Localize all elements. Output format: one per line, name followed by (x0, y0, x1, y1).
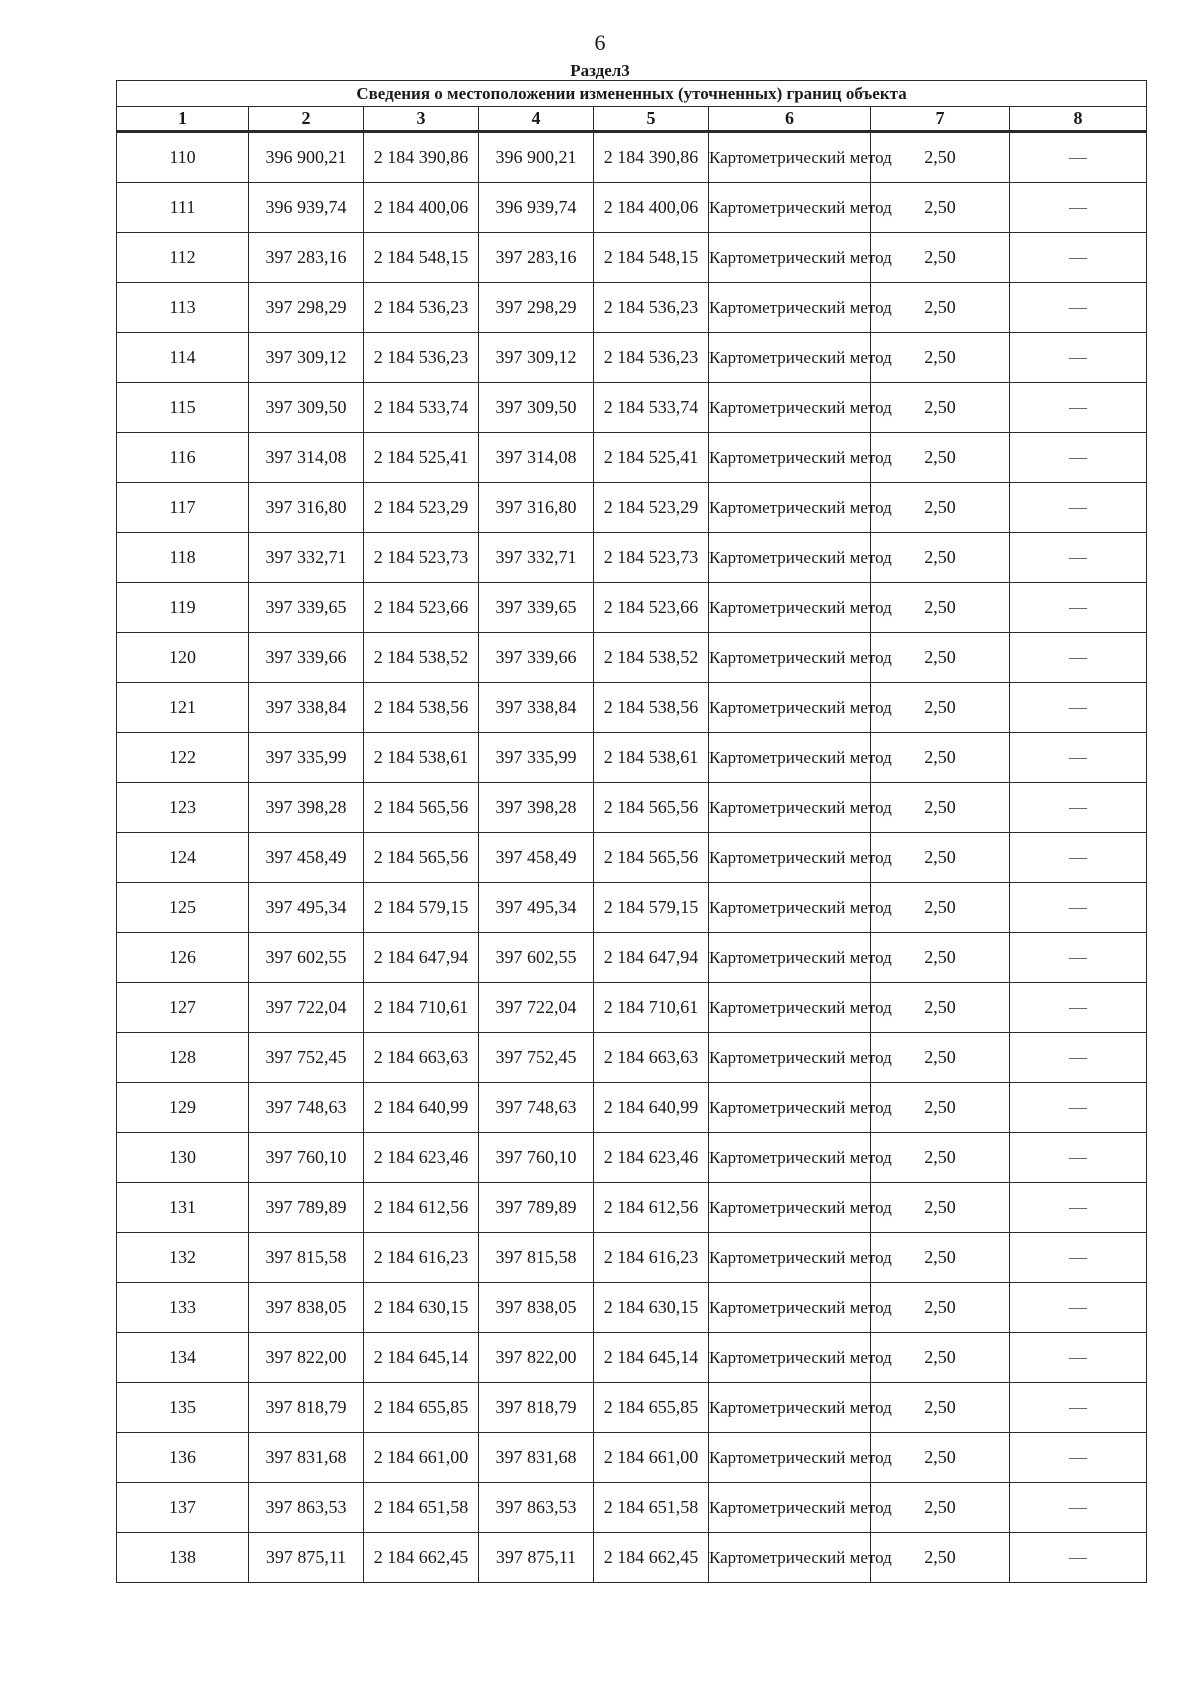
note-cell: — (1010, 1183, 1147, 1233)
note-cell: — (1010, 1383, 1147, 1433)
note-cell: — (1010, 1283, 1147, 1333)
y-coordinate-cell: 2 184 579,15 (594, 883, 709, 933)
x-coordinate-cell: 397 298,29 (249, 283, 364, 333)
y-coordinate-cell: 2 184 661,00 (594, 1433, 709, 1483)
x-coordinate-cell: 397 316,80 (249, 483, 364, 533)
y-coordinate-cell: 2 184 390,86 (364, 132, 479, 183)
note-cell: — (1010, 683, 1147, 733)
column-header: 5 (594, 107, 709, 132)
y-coordinate-cell: 2 184 645,14 (594, 1333, 709, 1383)
y-coordinate-cell: 2 184 523,66 (364, 583, 479, 633)
table-row (117, 433, 1147, 483)
point-number-cell: 116 (117, 433, 249, 483)
note-cell: — (1010, 833, 1147, 883)
x-coordinate-cell: 397 722,04 (479, 983, 594, 1033)
method-cell: Картометрический метод (709, 1083, 871, 1133)
y-coordinate-cell: 2 184 655,85 (364, 1383, 479, 1433)
method-cell: Картометрический метод (709, 233, 871, 283)
table-row (117, 383, 1147, 433)
method-cell: Картометрический метод (709, 1483, 871, 1533)
y-coordinate-cell: 2 184 616,23 (364, 1233, 479, 1283)
method-cell: Картометрический метод (709, 883, 871, 933)
x-coordinate-cell: 397 831,68 (479, 1433, 594, 1483)
note-cell: — (1010, 1133, 1147, 1183)
x-coordinate-cell: 397 760,10 (249, 1133, 364, 1183)
point-number-cell: 112 (117, 233, 249, 283)
y-coordinate-cell: 2 184 565,56 (594, 833, 709, 883)
x-coordinate-cell: 397 815,58 (479, 1233, 594, 1283)
table-row (117, 1383, 1147, 1433)
table-row (117, 233, 1147, 283)
y-coordinate-cell: 2 184 536,23 (364, 333, 479, 383)
method-cell: Картометрический метод (709, 733, 871, 783)
x-coordinate-cell: 397 748,63 (249, 1083, 364, 1133)
y-coordinate-cell: 2 184 523,73 (594, 533, 709, 583)
y-coordinate-cell: 2 184 565,56 (364, 833, 479, 883)
x-coordinate-cell: 397 316,80 (479, 483, 594, 533)
x-coordinate-cell: 397 339,65 (249, 583, 364, 633)
table-row (117, 1233, 1147, 1283)
y-coordinate-cell: 2 184 523,73 (364, 533, 479, 583)
boundary-table (116, 80, 1147, 1583)
accuracy-cell: 2,50 (871, 333, 1010, 383)
method-cell: Картометрический метод (709, 683, 871, 733)
y-coordinate-cell: 2 184 663,63 (364, 1033, 479, 1083)
section-label: Раздел3 (570, 61, 630, 80)
y-coordinate-cell: 2 184 651,58 (364, 1483, 479, 1533)
accuracy-cell: 2,50 (871, 1433, 1010, 1483)
method-cell: Картометрический метод (709, 132, 871, 183)
accuracy-cell: 2,50 (871, 233, 1010, 283)
accuracy-cell: 2,50 (871, 1083, 1010, 1133)
table-row (117, 1333, 1147, 1383)
accuracy-cell: 2,50 (871, 132, 1010, 183)
table-row (117, 783, 1147, 833)
accuracy-cell: 2,50 (871, 783, 1010, 833)
table-row (117, 183, 1147, 233)
note-cell: — (1010, 483, 1147, 533)
point-number-cell: 121 (117, 683, 249, 733)
point-number-cell: 130 (117, 1133, 249, 1183)
point-number-cell: 129 (117, 1083, 249, 1133)
x-coordinate-cell: 397 752,45 (479, 1033, 594, 1083)
y-coordinate-cell: 2 184 663,63 (594, 1033, 709, 1083)
x-coordinate-cell: 397 283,16 (479, 233, 594, 283)
method-cell: Картометрический метод (709, 1383, 871, 1433)
x-coordinate-cell: 397 831,68 (249, 1433, 364, 1483)
note-cell: — (1010, 183, 1147, 233)
accuracy-cell: 2,50 (871, 983, 1010, 1033)
accuracy-cell: 2,50 (871, 883, 1010, 933)
table-row (117, 883, 1147, 933)
note-cell: — (1010, 1433, 1147, 1483)
point-number-cell: 137 (117, 1483, 249, 1533)
y-coordinate-cell: 2 184 525,41 (594, 433, 709, 483)
accuracy-cell: 2,50 (871, 1133, 1010, 1183)
x-coordinate-cell: 397 332,71 (479, 533, 594, 583)
y-coordinate-cell: 2 184 565,56 (594, 783, 709, 833)
y-coordinate-cell: 2 184 523,29 (364, 483, 479, 533)
x-coordinate-cell: 397 822,00 (479, 1333, 594, 1383)
y-coordinate-cell: 2 184 548,15 (594, 233, 709, 283)
note-cell: — (1010, 383, 1147, 433)
note-cell: — (1010, 983, 1147, 1033)
y-coordinate-cell: 2 184 612,56 (594, 1183, 709, 1233)
x-coordinate-cell: 397 309,50 (479, 383, 594, 433)
method-cell: Картометрический метод (709, 1433, 871, 1483)
note-cell: — (1010, 1083, 1147, 1133)
accuracy-cell: 2,50 (871, 183, 1010, 233)
x-coordinate-cell: 396 900,21 (479, 132, 594, 183)
table-row (117, 633, 1147, 683)
x-coordinate-cell: 397 458,49 (479, 833, 594, 883)
point-number-cell: 111 (117, 183, 249, 233)
x-coordinate-cell: 397 760,10 (479, 1133, 594, 1183)
x-coordinate-cell: 397 789,89 (479, 1183, 594, 1233)
x-coordinate-cell: 397 875,11 (479, 1533, 594, 1583)
point-number-cell: 115 (117, 383, 249, 433)
x-coordinate-cell: 397 309,12 (479, 333, 594, 383)
accuracy-cell: 2,50 (871, 1233, 1010, 1283)
point-number-cell: 125 (117, 883, 249, 933)
table-row (117, 483, 1147, 533)
x-coordinate-cell: 397 818,79 (479, 1383, 594, 1433)
method-cell: Картометрический метод (709, 333, 871, 383)
y-coordinate-cell: 2 184 651,58 (594, 1483, 709, 1533)
point-number-cell: 127 (117, 983, 249, 1033)
accuracy-cell: 2,50 (871, 1533, 1010, 1583)
point-number-cell: 126 (117, 933, 249, 983)
point-number-cell: 113 (117, 283, 249, 333)
table-row (117, 683, 1147, 733)
x-coordinate-cell: 396 900,21 (249, 132, 364, 183)
y-coordinate-cell: 2 184 710,61 (364, 983, 479, 1033)
table-row (117, 583, 1147, 633)
y-coordinate-cell: 2 184 645,14 (364, 1333, 479, 1383)
x-coordinate-cell: 397 398,28 (479, 783, 594, 833)
table-title: Сведения о местоположении измененных (уточненных) границ объекта (117, 81, 1147, 107)
note-cell: — (1010, 283, 1147, 333)
y-coordinate-cell: 2 184 630,15 (364, 1283, 479, 1333)
y-coordinate-cell: 2 184 647,94 (594, 933, 709, 983)
y-coordinate-cell: 2 184 525,41 (364, 433, 479, 483)
x-coordinate-cell: 397 863,53 (479, 1483, 594, 1533)
method-cell: Картометрический метод (709, 183, 871, 233)
y-coordinate-cell: 2 184 536,23 (364, 283, 479, 333)
point-number-cell: 117 (117, 483, 249, 533)
note-cell: — (1010, 933, 1147, 983)
accuracy-cell: 2,50 (871, 1383, 1010, 1433)
y-coordinate-cell: 2 184 400,06 (594, 183, 709, 233)
table-row (117, 283, 1147, 333)
y-coordinate-cell: 2 184 538,61 (594, 733, 709, 783)
column-header: 4 (479, 107, 594, 132)
accuracy-cell: 2,50 (871, 383, 1010, 433)
note-cell: — (1010, 533, 1147, 583)
table-row (117, 1183, 1147, 1233)
point-number-cell: 119 (117, 583, 249, 633)
point-number-cell: 122 (117, 733, 249, 783)
accuracy-cell: 2,50 (871, 1033, 1010, 1083)
x-coordinate-cell: 397 748,63 (479, 1083, 594, 1133)
method-cell: Картометрический метод (709, 283, 871, 333)
method-cell: Картометрический метод (709, 1183, 871, 1233)
x-coordinate-cell: 397 818,79 (249, 1383, 364, 1433)
y-coordinate-cell: 2 184 612,56 (364, 1183, 479, 1233)
note-cell: — (1010, 333, 1147, 383)
y-coordinate-cell: 2 184 662,45 (364, 1533, 479, 1583)
accuracy-cell: 2,50 (871, 283, 1010, 333)
x-coordinate-cell: 397 822,00 (249, 1333, 364, 1383)
y-coordinate-cell: 2 184 533,74 (594, 383, 709, 433)
table-row (117, 983, 1147, 1033)
note-cell: — (1010, 433, 1147, 483)
table-row (117, 1033, 1147, 1083)
y-coordinate-cell: 2 184 565,56 (364, 783, 479, 833)
y-coordinate-cell: 2 184 548,15 (364, 233, 479, 283)
y-coordinate-cell: 2 184 640,99 (594, 1083, 709, 1133)
point-number-cell: 136 (117, 1433, 249, 1483)
method-cell: Картометрический метод (709, 633, 871, 683)
point-number-cell: 138 (117, 1533, 249, 1583)
method-cell: Картометрический метод (709, 583, 871, 633)
point-number-cell: 124 (117, 833, 249, 883)
table-row (117, 1433, 1147, 1483)
y-coordinate-cell: 2 184 662,45 (594, 1533, 709, 1583)
x-coordinate-cell: 397 789,89 (249, 1183, 364, 1233)
table-row (117, 733, 1147, 783)
y-coordinate-cell: 2 184 640,99 (364, 1083, 479, 1133)
y-coordinate-cell: 2 184 538,56 (594, 683, 709, 733)
note-cell: — (1010, 132, 1147, 183)
accuracy-cell: 2,50 (871, 683, 1010, 733)
note-cell: — (1010, 1233, 1147, 1283)
y-coordinate-cell: 2 184 655,85 (594, 1383, 709, 1433)
y-coordinate-cell: 2 184 623,46 (594, 1133, 709, 1183)
x-coordinate-cell: 397 838,05 (479, 1283, 594, 1333)
column-header: 8 (1010, 107, 1147, 132)
x-coordinate-cell: 397 338,84 (479, 683, 594, 733)
y-coordinate-cell: 2 184 536,23 (594, 283, 709, 333)
table-row (117, 1283, 1147, 1333)
y-coordinate-cell: 2 184 533,74 (364, 383, 479, 433)
y-coordinate-cell: 2 184 538,52 (364, 633, 479, 683)
note-cell: — (1010, 1483, 1147, 1533)
x-coordinate-cell: 397 314,08 (479, 433, 594, 483)
table-row (117, 1083, 1147, 1133)
x-coordinate-cell: 397 398,28 (249, 783, 364, 833)
point-number-cell: 118 (117, 533, 249, 583)
x-coordinate-cell: 397 309,12 (249, 333, 364, 383)
column-header: 1 (117, 107, 249, 132)
table-body (117, 132, 1147, 1583)
accuracy-cell: 2,50 (871, 633, 1010, 683)
x-coordinate-cell: 397 722,04 (249, 983, 364, 1033)
x-coordinate-cell: 397 752,45 (249, 1033, 364, 1083)
note-cell: — (1010, 633, 1147, 683)
x-coordinate-cell: 397 863,53 (249, 1483, 364, 1533)
x-coordinate-cell: 397 838,05 (249, 1283, 364, 1333)
y-coordinate-cell: 2 184 623,46 (364, 1133, 479, 1183)
x-coordinate-cell: 397 495,34 (479, 883, 594, 933)
method-cell: Картометрический метод (709, 983, 871, 1033)
method-cell: Картометрический метод (709, 1533, 871, 1583)
column-header: 6 (709, 107, 871, 132)
point-number-cell: 134 (117, 1333, 249, 1383)
note-cell: — (1010, 1333, 1147, 1383)
x-coordinate-cell: 397 309,50 (249, 383, 364, 433)
y-coordinate-cell: 2 184 523,66 (594, 583, 709, 633)
note-cell: — (1010, 1033, 1147, 1083)
x-coordinate-cell: 397 314,08 (249, 433, 364, 483)
y-coordinate-cell: 2 184 400,06 (364, 183, 479, 233)
point-number-cell: 123 (117, 783, 249, 833)
accuracy-cell: 2,50 (871, 1283, 1010, 1333)
note-cell: — (1010, 883, 1147, 933)
column-header: 2 (249, 107, 364, 132)
method-cell: Картометрический метод (709, 1033, 871, 1083)
note-cell: — (1010, 1533, 1147, 1583)
note-cell: — (1010, 233, 1147, 283)
method-cell: Картометрический метод (709, 1233, 871, 1283)
y-coordinate-cell: 2 184 616,23 (594, 1233, 709, 1283)
accuracy-cell: 2,50 (871, 533, 1010, 583)
x-coordinate-cell: 397 458,49 (249, 833, 364, 883)
point-number-cell: 132 (117, 1233, 249, 1283)
x-coordinate-cell: 397 815,58 (249, 1233, 364, 1283)
method-cell: Картометрический метод (709, 383, 871, 433)
note-cell: — (1010, 583, 1147, 633)
table-row (117, 933, 1147, 983)
column-header: 3 (364, 107, 479, 132)
accuracy-cell: 2,50 (871, 1333, 1010, 1383)
method-cell: Картометрический метод (709, 833, 871, 883)
method-cell: Картометрический метод (709, 783, 871, 833)
accuracy-cell: 2,50 (871, 833, 1010, 883)
point-number-cell: 120 (117, 633, 249, 683)
method-cell: Картометрический метод (709, 483, 871, 533)
table-row (117, 1533, 1147, 1583)
accuracy-cell: 2,50 (871, 583, 1010, 633)
x-coordinate-cell: 397 332,71 (249, 533, 364, 583)
point-number-cell: 110 (117, 132, 249, 183)
y-coordinate-cell: 2 184 536,23 (594, 333, 709, 383)
accuracy-cell: 2,50 (871, 483, 1010, 533)
table-row (117, 333, 1147, 383)
y-coordinate-cell: 2 184 647,94 (364, 933, 479, 983)
point-number-cell: 128 (117, 1033, 249, 1083)
x-coordinate-cell: 397 495,34 (249, 883, 364, 933)
table-row (117, 132, 1147, 183)
x-coordinate-cell: 397 875,11 (249, 1533, 364, 1583)
point-number-cell: 131 (117, 1183, 249, 1233)
y-coordinate-cell: 2 184 630,15 (594, 1283, 709, 1333)
x-coordinate-cell: 396 939,74 (249, 183, 364, 233)
note-cell: — (1010, 783, 1147, 833)
table-row (117, 1483, 1147, 1533)
x-coordinate-cell: 397 338,84 (249, 683, 364, 733)
point-number-cell: 114 (117, 333, 249, 383)
method-cell: Картометрический метод (709, 433, 871, 483)
method-cell: Картометрический метод (709, 1133, 871, 1183)
x-coordinate-cell: 397 339,66 (249, 633, 364, 683)
x-coordinate-cell: 397 602,55 (249, 933, 364, 983)
method-cell: Картометрический метод (709, 1283, 871, 1333)
y-coordinate-cell: 2 184 390,86 (594, 132, 709, 183)
y-coordinate-cell: 2 184 710,61 (594, 983, 709, 1033)
x-coordinate-cell: 396 939,74 (479, 183, 594, 233)
method-cell: Картометрический метод (709, 1333, 871, 1383)
y-coordinate-cell: 2 184 579,15 (364, 883, 479, 933)
y-coordinate-cell: 2 184 538,52 (594, 633, 709, 683)
y-coordinate-cell: 2 184 538,61 (364, 733, 479, 783)
y-coordinate-cell: 2 184 661,00 (364, 1433, 479, 1483)
x-coordinate-cell: 397 339,65 (479, 583, 594, 633)
page-number: 6 (594, 30, 606, 55)
accuracy-cell: 2,50 (871, 733, 1010, 783)
method-cell: Картометрический метод (709, 533, 871, 583)
column-header: 7 (871, 107, 1010, 132)
x-coordinate-cell: 397 335,99 (249, 733, 364, 783)
x-coordinate-cell: 397 335,99 (479, 733, 594, 783)
table-row (117, 533, 1147, 583)
table-row (117, 833, 1147, 883)
method-cell: Картометрический метод (709, 933, 871, 983)
x-coordinate-cell: 397 298,29 (479, 283, 594, 333)
accuracy-cell: 2,50 (871, 1183, 1010, 1233)
x-coordinate-cell: 397 283,16 (249, 233, 364, 283)
accuracy-cell: 2,50 (871, 1483, 1010, 1533)
x-coordinate-cell: 397 602,55 (479, 933, 594, 983)
table-row (117, 1133, 1147, 1183)
accuracy-cell: 2,50 (871, 433, 1010, 483)
point-number-cell: 135 (117, 1383, 249, 1433)
accuracy-cell: 2,50 (871, 933, 1010, 983)
point-number-cell: 133 (117, 1283, 249, 1333)
x-coordinate-cell: 397 339,66 (479, 633, 594, 683)
y-coordinate-cell: 2 184 523,29 (594, 483, 709, 533)
note-cell: — (1010, 733, 1147, 783)
y-coordinate-cell: 2 184 538,56 (364, 683, 479, 733)
